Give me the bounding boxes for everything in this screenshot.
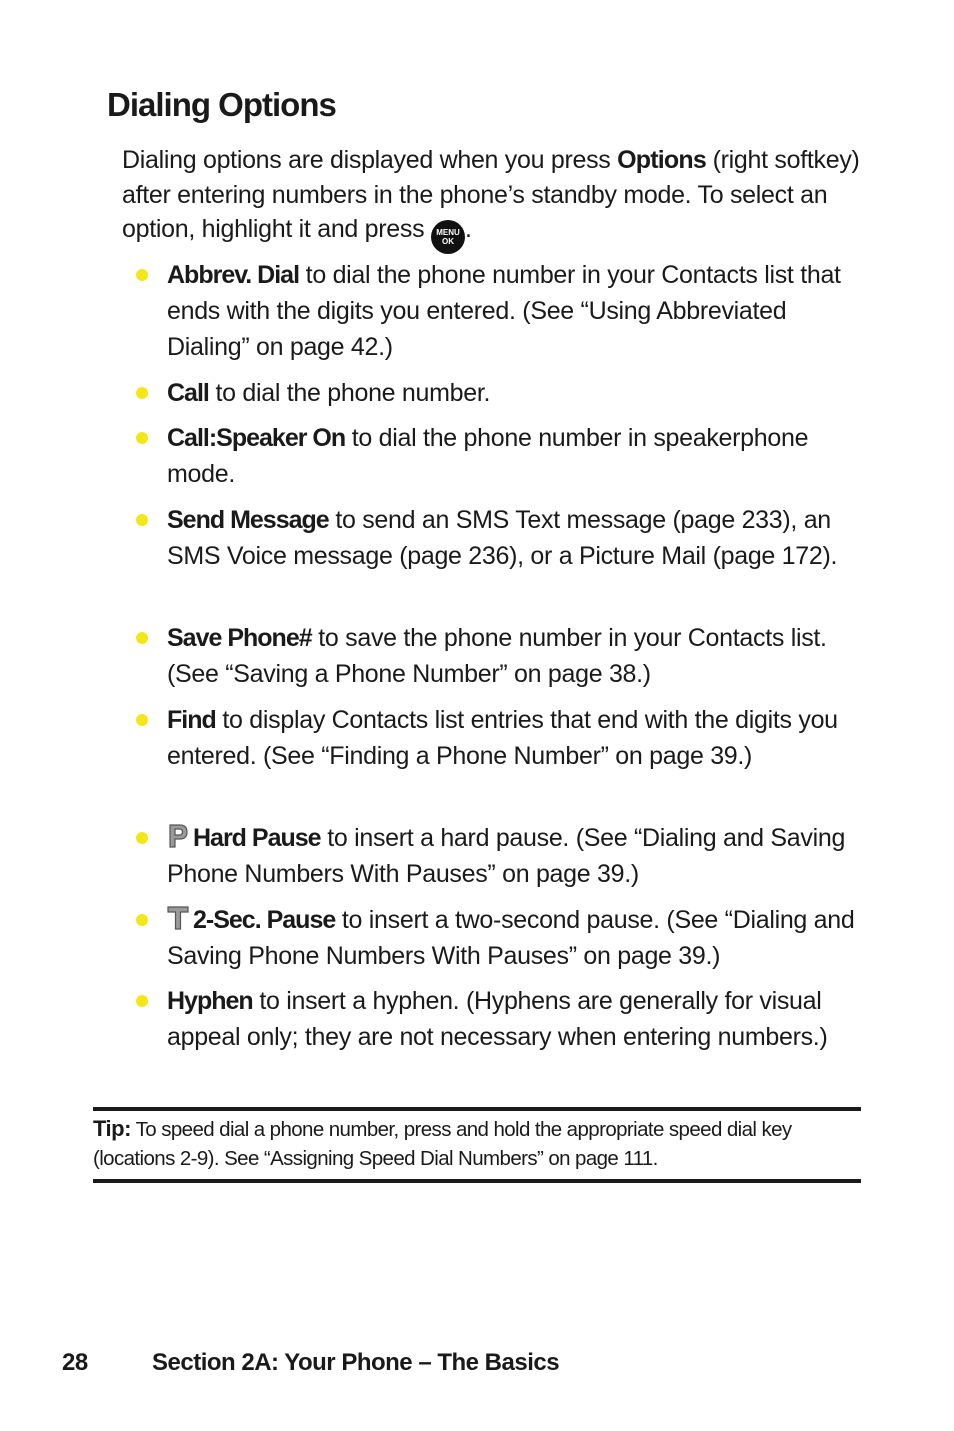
bullet-icon bbox=[136, 914, 148, 926]
bullet-icon bbox=[136, 387, 148, 399]
menu-key-line2: OK bbox=[441, 237, 454, 246]
tip-bottom-rule bbox=[93, 1179, 861, 1183]
bullet-icon bbox=[136, 832, 148, 844]
bullet-icon bbox=[136, 514, 148, 526]
option-desc: to dial the phone number. bbox=[208, 379, 491, 407]
menu-key-line1: MENU bbox=[436, 228, 460, 237]
list-item bbox=[167, 375, 867, 411]
option-desc: to save the phone number in your Contacts list. (See “Saving a Phone Number” on page 38.) bbox=[167, 624, 827, 688]
list-item bbox=[167, 502, 867, 574]
intro-text-end: . bbox=[464, 215, 472, 243]
list-item bbox=[167, 820, 867, 892]
option-desc: to dial the phone number in speakerphone mode. bbox=[167, 424, 809, 488]
bullet-icon bbox=[136, 995, 148, 1007]
option-desc: to insert a hyphen. (Hyphens are generally for visual appeal only; they are not necessary when entering numbers.) bbox=[167, 987, 828, 1051]
option-desc: to display Contacts list entries that end with the digits you entered. (See “Finding a Phone Number” on page 39.) bbox=[167, 706, 838, 770]
intro-text-2: (right softkey) after entering numbers in the phone’s standby mode. To select an option, highlight it and press bbox=[122, 146, 860, 243]
page-footer bbox=[62, 1349, 559, 1377]
intro-bold-options: Options bbox=[617, 146, 706, 174]
list-item bbox=[167, 257, 867, 365]
hard-pause-p-icon bbox=[167, 823, 189, 849]
bullet-icon bbox=[136, 714, 148, 726]
list-item bbox=[167, 983, 867, 1055]
option-term: Abbrev. Dial bbox=[167, 261, 300, 289]
option-term: Call bbox=[167, 379, 209, 407]
option-term: Call:Speaker On bbox=[167, 424, 346, 452]
bullet-icon bbox=[136, 632, 148, 644]
menu-ok-key-icon bbox=[431, 220, 465, 254]
tip-label: Tip: bbox=[93, 1116, 131, 1141]
option-desc: to insert a two-second pause. (See “Dialing and Saving Phone Numbers With Pauses” on page 39.) bbox=[167, 906, 855, 970]
intro-paragraph bbox=[122, 143, 882, 254]
option-term: Save Phone# bbox=[167, 624, 312, 652]
option-term: 2-Sec. Pause bbox=[193, 906, 336, 934]
option-desc: to send an SMS Text message (page 233), an SMS Voice message (page 236), or a Picture Mail (page 172). bbox=[167, 506, 838, 570]
list-item bbox=[167, 420, 867, 492]
option-term: Hard Pause bbox=[193, 824, 321, 852]
page-title: Dialing Options bbox=[107, 86, 336, 123]
two-second-pause-t-icon bbox=[167, 905, 189, 931]
bullet-icon bbox=[136, 432, 148, 444]
option-term: Hyphen bbox=[167, 987, 253, 1015]
option-desc: to dial the phone number in your Contacts list that ends with the digits you entered. (See “Using Abbreviated Dialing” on page 42.) bbox=[167, 261, 841, 361]
list-item bbox=[167, 902, 867, 974]
option-term: Find bbox=[167, 706, 216, 734]
section-title: Section 2A: Your Phone – The Basics bbox=[152, 1349, 560, 1376]
option-term: Send Message bbox=[167, 506, 329, 534]
option-desc: to insert a hard pause. (See “Dialing and Saving Phone Numbers With Pauses” on page 39.) bbox=[167, 824, 846, 888]
intro-text-1: Dialing options are displayed when you press bbox=[122, 146, 618, 174]
bullet-icon bbox=[136, 269, 148, 281]
tip-text: To speed dial a phone number, press and hold the appropriate speed dial key (locations 2-9). See “Assigning Speed Dial Numbers” on page 111. bbox=[93, 1118, 792, 1170]
list-item bbox=[167, 702, 867, 774]
list-item bbox=[167, 620, 867, 692]
tip-top-rule bbox=[93, 1107, 861, 1111]
page-number: 28 bbox=[62, 1349, 88, 1376]
tip-box bbox=[93, 1114, 865, 1173]
